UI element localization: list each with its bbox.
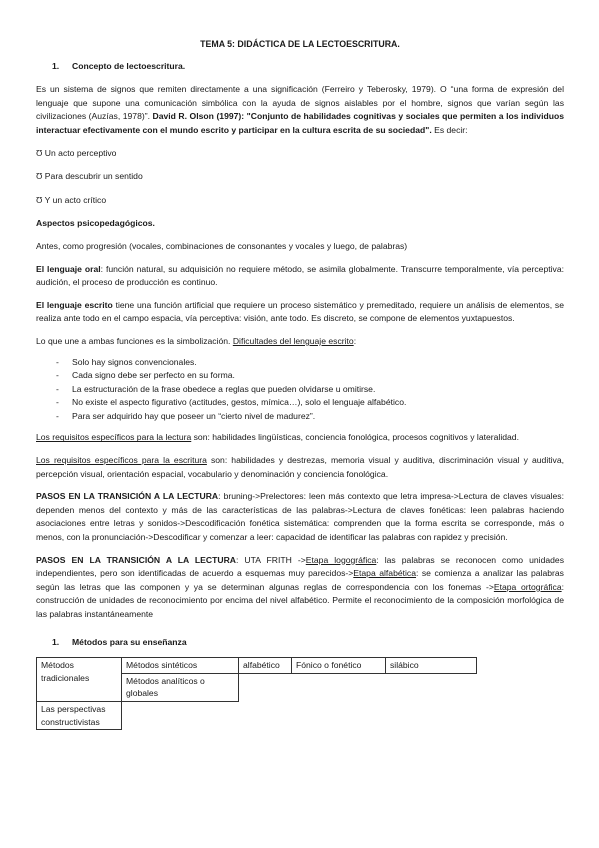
list-item-text: La estructuración de la frase obedece a reglas que pueden olvidarse u omitirse. — [72, 383, 376, 394]
oral-language-text: : función natural, su adquisición no requiere método, se asimila globalmente. Transcurre temporalmente, vía perceptiva: audición, el proceso de producción es continuo. — [36, 263, 564, 288]
dash-bullet: - — [56, 356, 59, 367]
list-item — [56, 356, 564, 370]
steps-text: : construcción de unidades de reconocimiento por encima del nivel alfabético. Permite el reconocimiento de la composición morfológica de las palabras instantáneamente — [36, 581, 564, 619]
table-cell: Métodos tradicionales — [37, 658, 122, 702]
steps-text: : UTA FRITH -> — [236, 554, 306, 565]
table-row — [37, 701, 477, 729]
steps-text: : se comienza a analizar las palabras según las letras que las componen y ya se determinan algunas reglas de correspondencia con los fonemas -> — [36, 568, 564, 592]
olson-quote: David R. Olson (1997): "Conjunto de habilidades cognitivas y sociales que permiten a los individuos interactuar efectivamente con el mundo escrito y participar en la cultura escrita de su sociedad". — [36, 111, 565, 135]
list-item-text: Para ser adquirido hay que poseer un “cierto nivel de madurez”. — [72, 410, 316, 421]
symbolization-colon: : — [353, 335, 357, 346]
reading-requirements-text: son: habilidades lingüísticas, conciencia fonológica, procesos cognitivos y lateralidad. — [191, 432, 519, 443]
difficulties-list — [36, 356, 564, 424]
alphabetic-stage: Etapa alfabética — [353, 568, 417, 579]
table-cell: Métodos analíticos o globales — [122, 673, 239, 701]
definition-paragraph — [36, 83, 564, 137]
reading-requirements-term: Los requisitos específicos para la lectura — [36, 432, 192, 443]
section-title: Concepto de lectoescritura. — [72, 60, 186, 71]
symbolization-text: Lo que une a ambas funciones es la simbolización. — [36, 335, 233, 346]
table-cell: silábico — [386, 658, 477, 674]
check-item: Ʊ Para descubrir un sentido — [36, 171, 143, 182]
written-language-paragraph — [36, 299, 564, 326]
document-page — [36, 38, 564, 730]
oral-language-paragraph — [36, 263, 564, 290]
list-item-text: No existe el aspecto figurativo (actitudes, gestos, mímica…), solo el lenguaje alfabético. — [72, 397, 407, 408]
definition-tail: Es decir: — [431, 124, 468, 135]
frith-steps-paragraph — [36, 554, 564, 622]
writing-requirements-text: son: habilidades y destrezas, memoria visual y auditiva, discriminación visual y auditiva, percepción visual, orientación espacial, vocabulario y denominación y conciencia fonológica. — [36, 455, 564, 479]
steps-text: : las palabras se reconocen como unidades independientes, pero son identificadas de acuerdo a esquemas muy parecidos-> — [36, 554, 564, 579]
table-cell: Las perspectivas constructivistas — [37, 701, 122, 729]
list-item — [56, 396, 564, 410]
table-row — [37, 658, 477, 674]
table-cell: Métodos sintéticos — [122, 658, 239, 674]
steps-text: : bruning->Prelectores: leen más contexto que letra impresa->Lectura de claves visuales: dependen menos del contexto y más de las características de las palabras->Lectura de claves fonéticas: leen palabras haciendo asociaciones entre letras y sonidos->Descodificación fonética sistemática: comprenden que la forma escrita se corresponde, más o menos, con la pronunciación->Descodificar y comenzar a leer: capacidad de identificar las palabras con rapidez y precisión. — [36, 491, 564, 543]
oral-language-term: El lenguaje oral — [36, 263, 101, 274]
logographic-stage: Etapa logográfica — [305, 554, 377, 565]
methods-table — [36, 657, 477, 730]
list-item — [56, 369, 564, 383]
orthographic-stage: Etapa ortográfica — [493, 581, 562, 592]
list-item-text: Solo hay signos convencionales. — [72, 356, 197, 367]
list-item — [56, 410, 564, 424]
section-number: 1. — [52, 636, 60, 647]
dash-bullet: - — [56, 370, 59, 381]
bruning-steps-paragraph — [36, 490, 564, 544]
table-cell: alfabético — [239, 658, 292, 674]
section-heading-concept — [36, 60, 564, 74]
steps-heading: PASOS EN LA TRANSICIÓN A LA LECTURA — [36, 554, 236, 565]
list-item-text: Cada signo debe ser perfecto en su forma. — [72, 370, 235, 381]
difficulties-heading: Dificultades del lenguaje escrito — [232, 335, 354, 346]
document-title: TEMA 5: DIDÁCTICA DE LA LECTOESCRITURA. — [200, 39, 400, 49]
dash-bullet: - — [56, 410, 59, 421]
section-title: Métodos para su enseñanza — [72, 636, 187, 647]
written-language-text: tiene una función artificial que requiere un proceso sistemático y premeditado, requiere un análisis de elementos, se realiza ante todo en el campo espacia, vía perceptiva: visión, ante todo. Es discreto, se compone de elementos yuxtapuestos. — [36, 299, 564, 324]
list-item — [56, 383, 564, 397]
symbolization-paragraph — [36, 335, 564, 349]
section-number: 1. — [52, 60, 60, 71]
table-cell: Fónico o fonético — [292, 658, 386, 674]
check-item: Ʊ Y un acto crítico — [36, 194, 107, 205]
aspects-heading: Aspectos psicopedagógicos. — [36, 218, 155, 229]
check-item: Ʊ Un acto perceptivo — [36, 147, 117, 158]
writing-requirements-term: Los requisitos específicos para la escritura — [36, 455, 207, 466]
progression-paragraph: Antes, como progresión (vocales, combinaciones de consonantes y vocales y luego, de palabras) — [36, 240, 408, 251]
section-heading-methods — [36, 636, 564, 650]
dash-bullet: - — [56, 383, 59, 394]
reading-requirements-paragraph — [36, 431, 564, 445]
dash-bullet: - — [56, 397, 59, 408]
definition-text: Es un sistema de signos que remiten directamente a una significación (Ferreiro y Teberosky, 1979). O “una forma de expresión del lenguaje que supone una comunicación simbólica con la ayuda de signos aislables por el hombre, signos que varían según las civilizaciones (Auzías, 1978)”. — [36, 84, 564, 122]
steps-heading: PASOS EN LA TRANSICIÓN A LA LECTURA — [36, 491, 219, 502]
written-language-term: El lenguaje escrito — [36, 299, 113, 310]
writing-requirements-paragraph — [36, 454, 564, 481]
